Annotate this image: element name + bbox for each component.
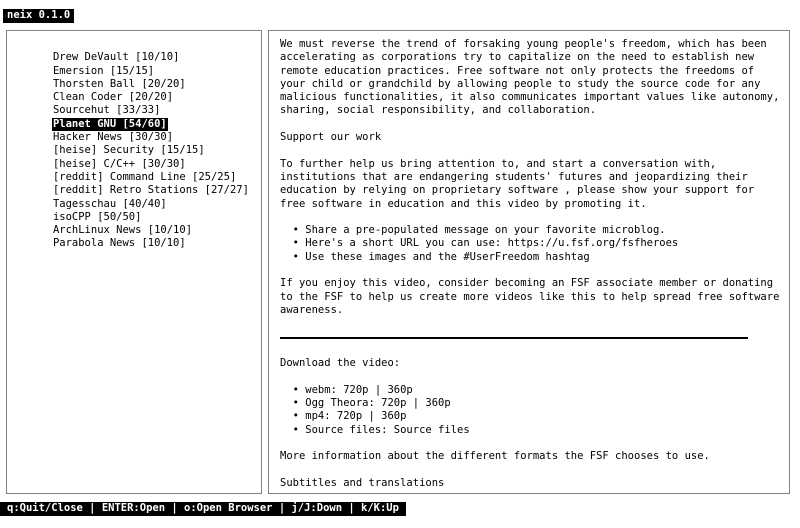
article-line-text: We must reverse the trend of forsaking young people's freedom, which has been <box>280 38 767 50</box>
keybinding-hints: q:Quit/Close | ENTER:Open | o:Open Browser | j/J:Down | k/K:Up <box>7 502 399 515</box>
article-line-text: education by relying on proprietary software , please show your support for <box>280 184 755 197</box>
article-line <box>280 211 785 224</box>
article-line <box>280 78 785 91</box>
article-line-text: • Ogg Theora: 720p | 360p <box>280 397 451 410</box>
article-line <box>280 65 785 78</box>
feed-list-item[interactable] <box>7 38 261 64</box>
article-line <box>280 158 785 171</box>
article-line <box>280 450 785 463</box>
article-line <box>280 38 785 51</box>
article-line <box>280 118 785 131</box>
article-line-text: Subtitles and translations <box>280 476 445 489</box>
app-title: neix 0.1.0 <box>3 9 74 23</box>
article-line <box>280 291 785 304</box>
article-line-text: • Share a pre-populated message on your favorite microblog. <box>280 224 666 237</box>
feed-label: ArchLinux News [10/10] <box>52 224 193 237</box>
article-line <box>280 91 785 104</box>
article-line-text: your child or grandchild by allowing people to study the source code for any <box>280 77 761 90</box>
feed-label: isoCPP [50/50] <box>52 210 142 223</box>
article-lines <box>280 38 785 490</box>
feed-label: Thorsten Ball [20/20] <box>52 77 186 90</box>
feed-label: Drew DeVault [10/10] <box>52 51 180 64</box>
feed-list-panel[interactable] <box>6 30 262 494</box>
article-line <box>280 237 785 250</box>
feed-label: Hacker News [30/30] <box>52 131 174 144</box>
article-line <box>280 477 785 490</box>
article-line-text: • Source files: Source files <box>280 423 470 436</box>
article-line-text: • mp4: 720p | 360p <box>280 410 407 423</box>
article-view-panel[interactable] <box>268 30 790 494</box>
article-line-text: sharing, social responsibility, and collaboration. <box>280 104 597 117</box>
article-line <box>280 397 785 410</box>
feed-label: Planet GNU [54/60] <box>52 117 167 130</box>
article-line-text: Support our work <box>280 131 382 144</box>
article-line <box>280 51 785 64</box>
feed-label: Emersion [15/15] <box>52 64 155 77</box>
article-line <box>280 224 785 237</box>
article-line <box>280 317 785 330</box>
article-line-text: free software in education and this video by promoting it. <box>280 197 647 210</box>
article-line <box>280 198 785 211</box>
article-line-text: awareness. <box>280 303 344 316</box>
article-line <box>280 264 785 277</box>
feed-label: Clean Coder [20/20] <box>52 91 174 104</box>
article-line <box>280 104 785 117</box>
article-line <box>280 464 785 477</box>
status-bar <box>0 502 406 516</box>
article-line-text: malicious functionalities, it also communicates important values like autonomy, <box>280 91 780 104</box>
feed-label: Tagesschau [40/40] <box>52 197 167 210</box>
article-line <box>280 331 785 344</box>
article-line <box>280 410 785 423</box>
article-line-text: accelerating as corporations try to capitalize on the need to establish new <box>280 51 755 64</box>
article-line-text: If you enjoy this video, consider becoming an FSF associate member or donating <box>280 277 774 290</box>
feed-label: Sourcehut [33/33] <box>52 104 161 117</box>
article-line-text: • Here's a short URL you can use: https://u.fsf.org/fsfheroes <box>280 237 679 250</box>
article-line <box>280 437 785 450</box>
article-line <box>280 370 785 383</box>
article-line <box>280 171 785 184</box>
article-line-text: to the FSF to help us create more videos like this to help spread free software <box>280 290 780 303</box>
article-line <box>280 144 785 157</box>
feed-label: Parabola News [10/10] <box>52 237 186 250</box>
feed-list <box>7 38 261 250</box>
feed-label: [heise] Security [15/15] <box>52 144 205 157</box>
article-line <box>280 424 785 437</box>
article-line <box>280 304 785 317</box>
article-line <box>280 384 785 397</box>
article-line <box>280 131 785 144</box>
feed-label: [reddit] Command Line [25/25] <box>52 170 237 183</box>
article-line <box>280 357 785 370</box>
article-line-text: remote education practices. Free software not only protects the freedoms of <box>280 64 755 77</box>
article-line <box>280 251 785 264</box>
feed-label: [heise] C/C++ [30/30] <box>52 157 186 170</box>
article-line-text: • Use these images and the #UserFreedom hashtag <box>280 250 590 263</box>
article-line-text: Download the video: <box>280 357 401 370</box>
article-line-text: institutions that are endangering students' futures and jeopardizing their <box>280 170 748 183</box>
feed-label: [reddit] Retro Stations [27/27] <box>52 184 249 197</box>
article-line <box>280 344 785 357</box>
article-line-text: • webm: 720p | 360p <box>280 383 413 396</box>
article-line <box>280 184 785 197</box>
section-separator-line <box>280 337 748 339</box>
article-line-text: To further help us bring attention to, and start a conversation with, <box>280 157 717 170</box>
article-line <box>280 277 785 290</box>
article-line-text: More information about the different formats the FSF chooses to use. <box>280 450 710 463</box>
